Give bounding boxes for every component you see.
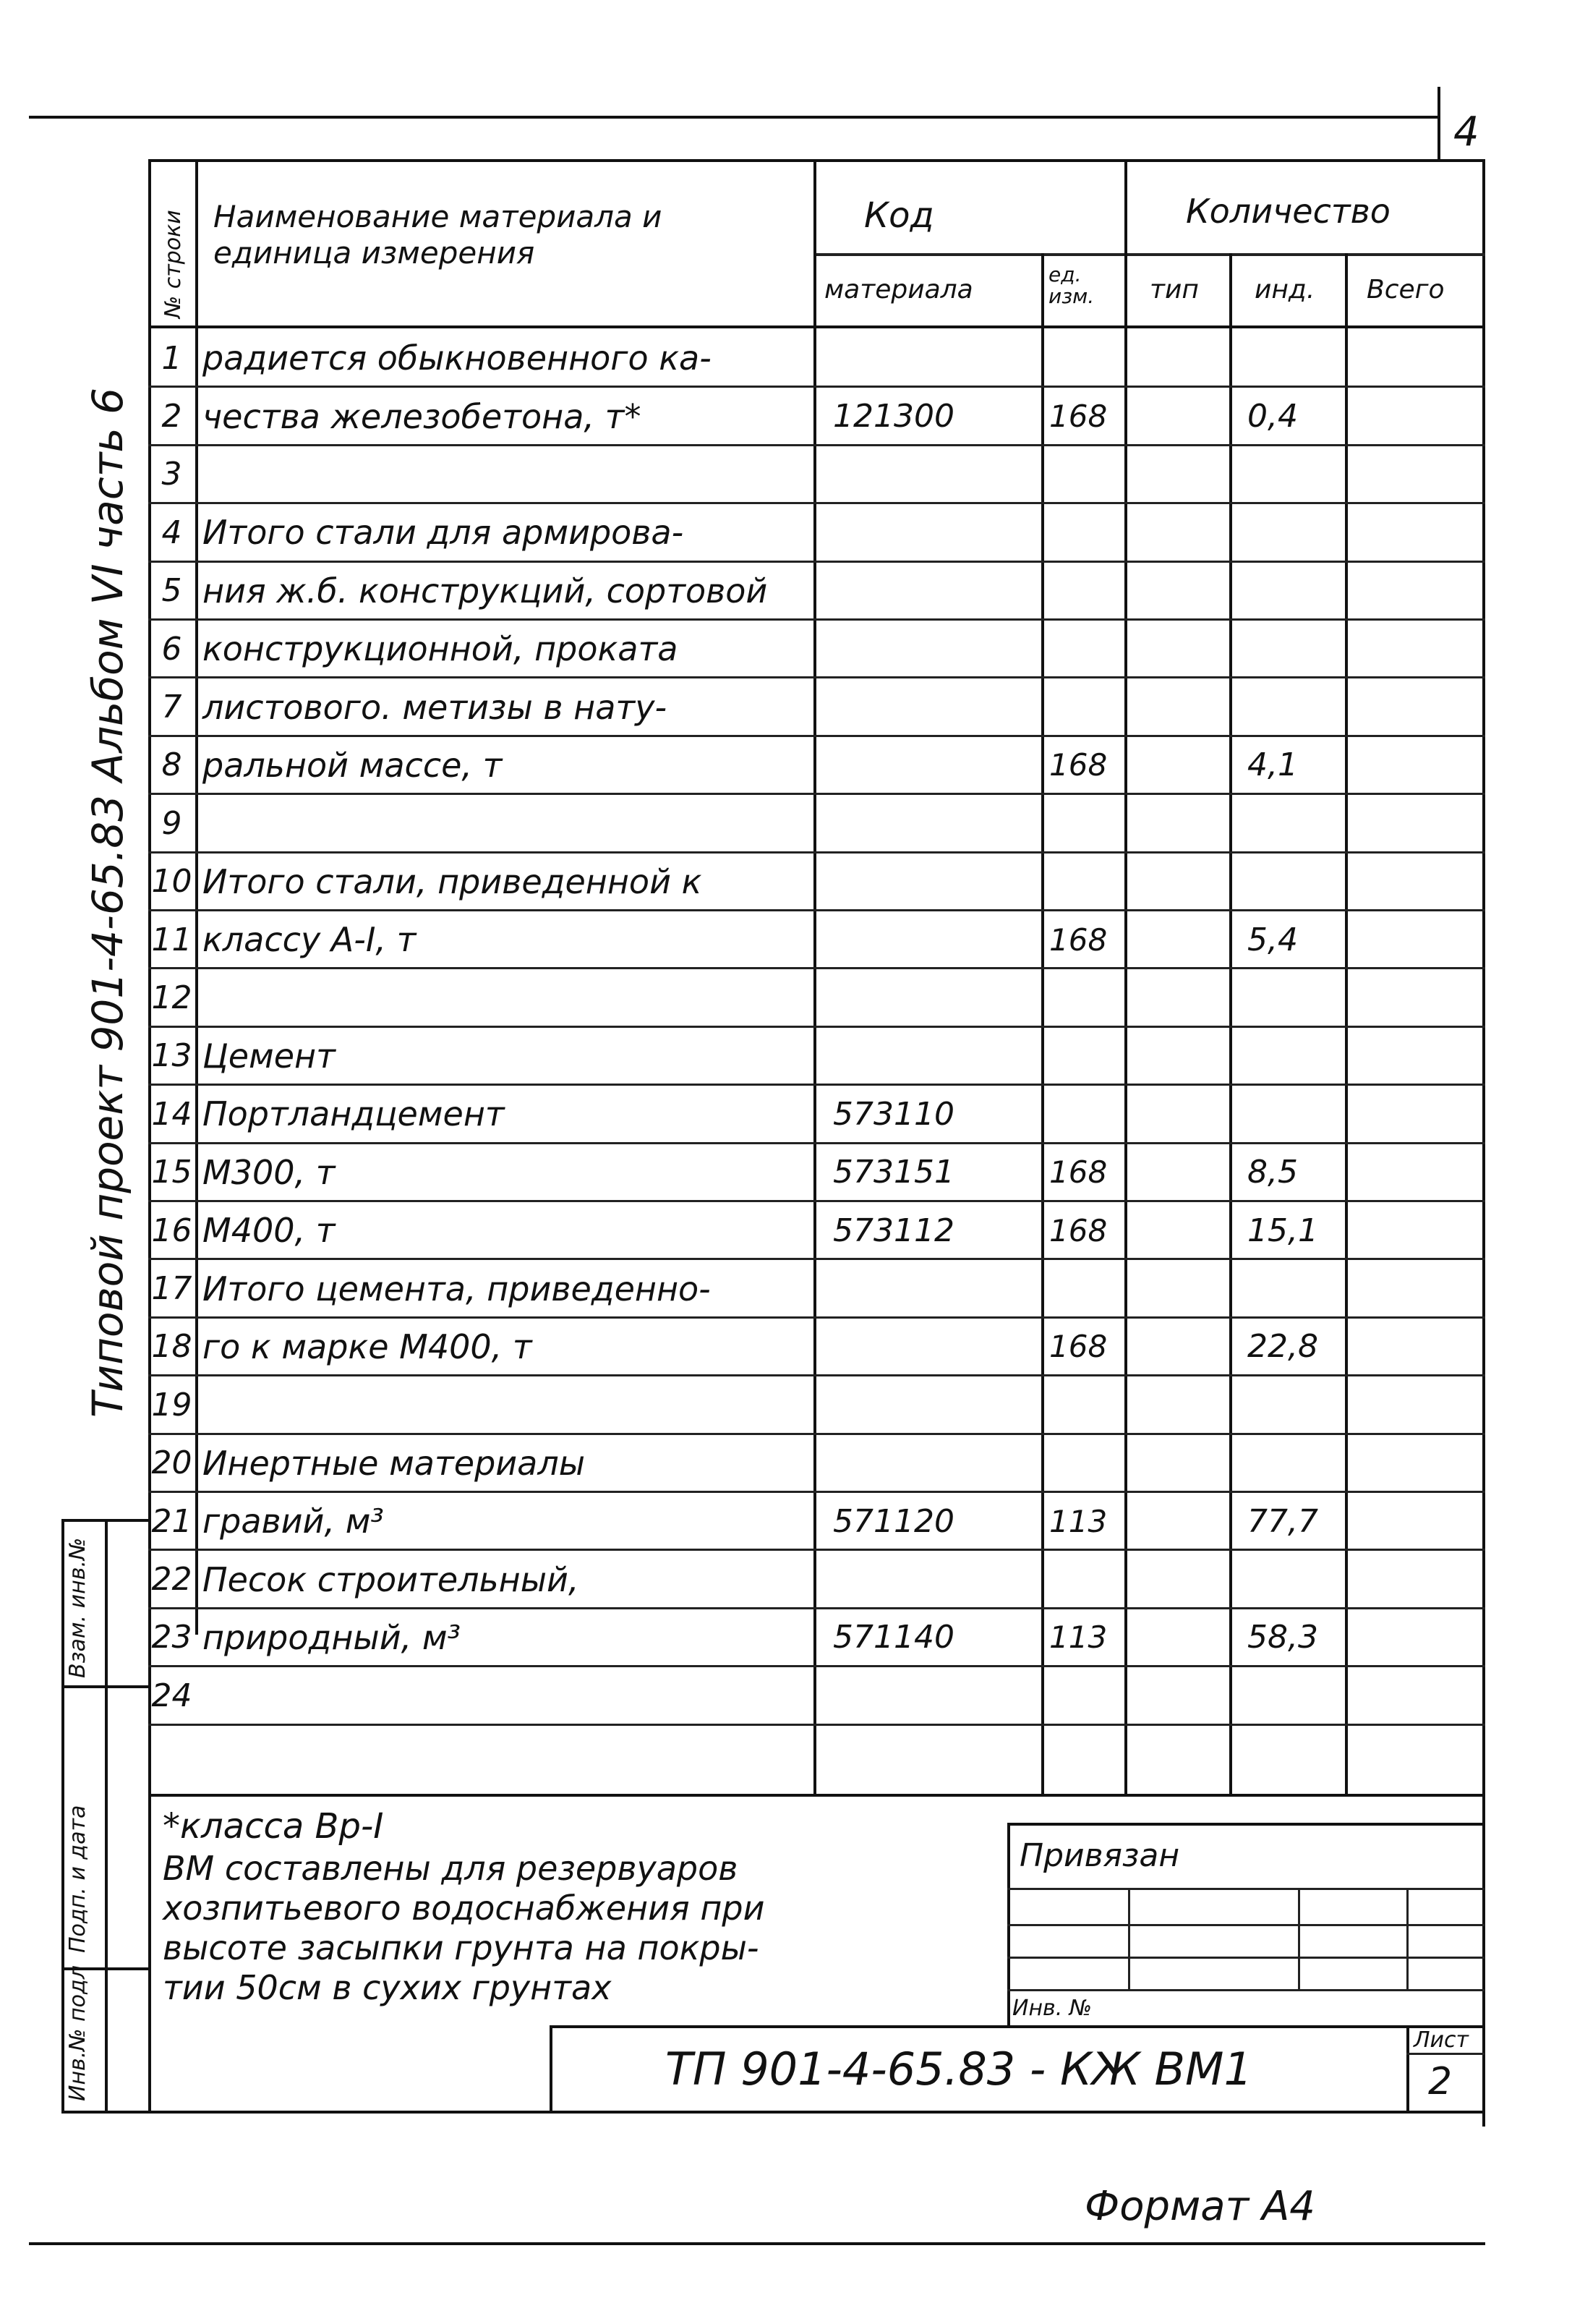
cell-type [1127,387,1244,445]
header-name-line1: Наименование материала и единица измерения [213,199,662,271]
cell-code [816,1027,1057,1085]
privyazan-row4 [1007,1989,1485,1991]
cell-type [1127,736,1244,794]
cell-code [816,1259,1057,1317]
cell-code [816,969,1057,1026]
cell-code: 573112 [833,1212,954,1249]
header-bottom [148,325,1485,328]
cell-total [1347,1259,1497,1317]
cell-unit [1043,1376,1129,1434]
side-block-left [61,1519,64,2112]
cell-ind [1231,1085,1359,1143]
privyazan-col2 [1298,1888,1300,1989]
cell-name: природный, м³ [202,1617,461,1657]
cell-code: 573110 [833,1095,954,1133]
header-mid [813,253,1485,256]
cell-unit [1043,1434,1129,1492]
cell-code [816,853,1057,911]
header-code-material: материала [824,275,973,305]
cell-unit [1043,678,1129,736]
cell-code [816,329,1057,387]
cell-n: 1 [161,339,182,377]
cell-name: Песок строительный, [202,1559,579,1599]
cell-type [1127,1201,1244,1259]
cell-name: классу А-I, т [202,920,417,960]
cell-name: конструкционной, проката [202,629,678,669]
cell-unit [1043,562,1129,620]
cell-type [1127,853,1244,911]
cell-unit [1043,1667,1129,1724]
header-q-total: Всего [1367,275,1445,305]
cell-unit: 113 [1049,1619,1108,1656]
cell-ind [1231,503,1359,561]
privyazan-col1 [1128,1888,1130,1989]
cell-type [1127,1550,1244,1608]
cell-n: 3 [161,456,182,493]
notes-top [148,1794,1485,1797]
cell-name: ния ж.б. конструкций, сортовой [202,571,768,610]
cell-code [816,911,1057,969]
privyazan-row1 [1007,1888,1485,1890]
side-block-div2 [61,1685,151,1688]
cell-type [1127,1609,1244,1667]
cell-ind: 77,7 [1247,1502,1318,1540]
cell-n: 19 [151,1386,192,1423]
cell-name: Итого стали, приведенной к [202,861,702,901]
cell-name: чества железобетона, т* [202,396,641,436]
cell-total [1347,1318,1497,1376]
note-line3: высоте засыпки грунта на покры- [163,1928,759,1967]
note-line4: тии 50см в сухих грунтах [163,1968,612,2007]
header-code: Код [864,195,934,236]
side-inv-label: Инв.№ подл [65,1965,90,2101]
cell-name: Инертные материалы [202,1443,586,1483]
cell-code [816,678,1057,736]
cell-type [1127,329,1244,387]
cell-type [1127,1667,1244,1724]
cell-name [197,1667,817,1724]
cell-code: 571120 [833,1502,954,1540]
cell-unit: 168 [1049,1154,1108,1191]
header-q-ind: инд. [1255,275,1315,305]
cell-type [1127,503,1244,561]
cell-n: 5 [161,572,182,610]
cell-ind [1231,678,1359,736]
cell-type [1127,1027,1244,1085]
cell-type [1127,1318,1244,1376]
cell-ind [1231,1667,1359,1724]
cell-n: 4 [161,514,182,551]
cell-total [1347,911,1497,969]
cell-ind [1231,1550,1359,1608]
cell-ind [1231,620,1359,678]
cell-code: 571140 [833,1619,954,1656]
cell-code [816,736,1057,794]
sheet-number-top: 4 [1453,108,1479,156]
cell-unit [1043,794,1129,852]
cell-unit: 168 [1049,399,1108,435]
cell-code [816,1550,1057,1608]
cell-code: 121300 [833,398,954,435]
cell-ind: 0,4 [1247,398,1298,435]
cell-name [197,1376,817,1434]
privyazan-row2 [1007,1924,1485,1926]
cell-unit [1043,1085,1129,1143]
list-number: 2 [1428,2059,1453,2103]
cell-total [1347,736,1497,794]
cell-unit [1043,1259,1129,1317]
cell-n: 13 [151,1037,192,1075]
cell-n: 12 [151,979,192,1017]
cell-type [1127,562,1244,620]
cell-type [1127,1085,1244,1143]
cell-n: 20 [151,1444,192,1482]
cell-unit [1043,503,1129,561]
cell-total [1347,1667,1497,1724]
cell-code [816,503,1057,561]
cell-total [1347,620,1497,678]
cell-n: 21 [151,1502,192,1540]
cell-name: ральной массе, т [202,745,503,785]
cell-total [1347,562,1497,620]
cell-ind: 8,5 [1247,1154,1298,1191]
privyazan-row3 [1007,1957,1485,1959]
cell-ind [1231,1027,1359,1085]
row-separator [148,1724,1485,1726]
bottom-frame-line [29,2242,1485,2245]
cell-ind [1231,794,1359,852]
cell-ind [1231,1259,1359,1317]
privyazan-top [1007,1823,1485,1826]
cell-unit: 168 [1049,921,1108,958]
cell-type [1127,911,1244,969]
cell-unit [1043,1027,1129,1085]
cell-n: 11 [151,921,192,958]
top-frame-line [29,116,1439,119]
cell-total [1347,1201,1497,1259]
header-q-type: тип [1150,275,1199,305]
note-footnote: *класса Вр-I [163,1806,384,1847]
cell-type [1127,1376,1244,1434]
cell-ind: 15,1 [1247,1212,1318,1249]
side-block-mid [105,1519,108,2112]
cell-ind: 22,8 [1247,1328,1318,1366]
cell-n: 15 [151,1154,192,1191]
cell-type [1127,446,1244,503]
cell-type [1127,1259,1244,1317]
cell-total [1347,1027,1497,1085]
side-block-bottom [61,2111,151,2114]
cell-code: 573151 [833,1154,954,1191]
cell-code [816,446,1057,503]
cell-unit: 113 [1049,1503,1108,1539]
cell-code [816,1376,1057,1434]
title-block-list-sep [1406,2025,1409,2112]
list-label: Лист [1414,2027,1469,2053]
cell-unit [1043,853,1129,911]
cell-total [1347,1550,1497,1608]
cell-name: радиется обыкновенного ка- [202,339,712,378]
cell-name: М400, т [202,1211,336,1251]
cell-total [1347,678,1497,736]
cell-unit [1043,969,1129,1026]
cell-type [1127,620,1244,678]
cell-name [197,446,817,503]
cell-n: 7 [161,689,182,726]
cell-n: 16 [151,1212,192,1249]
cell-n: 8 [161,746,182,784]
cell-total [1347,1434,1497,1492]
sheet-number-box-left [1438,87,1440,159]
cell-n: 2 [161,398,182,435]
cell-ind: 5,4 [1247,921,1298,958]
cell-type [1127,1434,1244,1492]
cell-ind [1231,446,1359,503]
cell-n: 14 [151,1095,192,1133]
cell-name [197,969,817,1026]
note-line2: хозпитьевого водоснабжения при [163,1889,765,1928]
cell-unit [1043,620,1129,678]
cell-n: 17 [151,1270,192,1308]
cell-name [197,794,817,852]
side-vzam-label: Взам. инв.№ [65,1537,90,1678]
cell-total [1347,1492,1497,1550]
cell-name: М300, т [202,1152,336,1192]
cell-type [1127,1144,1244,1201]
cell-unit: 168 [1049,1212,1108,1248]
side-block-top [61,1519,151,1522]
cell-n: 18 [151,1328,192,1366]
cell-name: Итого цемента, приведенно- [202,1269,711,1308]
cell-ind: 58,3 [1247,1619,1318,1656]
privyazan-col3 [1406,1888,1409,1989]
cell-code [816,620,1057,678]
cell-code [816,562,1057,620]
cell-n: 9 [161,804,182,842]
cell-name: Портландцемент [202,1094,505,1134]
cell-unit: 168 [1049,747,1108,783]
cell-name: гравий, м³ [202,1502,384,1541]
cell-code [816,794,1057,852]
cell-n: 22 [151,1561,192,1599]
title-block-left [550,2025,552,2112]
cell-name: листового. метизы в нату- [202,687,667,727]
cell-total [1347,969,1497,1026]
header-row-no: № строки [161,210,186,318]
cell-total [1347,446,1497,503]
cell-code [816,1667,1057,1724]
format-label: Формат А4 [1085,2182,1315,2230]
note-line1: ВМ составлены для резервуаров [163,1849,738,1888]
frame-bottom [148,2111,1485,2114]
side-podp-label: Подп. и дата [65,1805,90,1953]
cell-total [1347,387,1497,445]
cell-unit [1043,446,1129,503]
cell-total [1347,853,1497,911]
cell-n: 23 [151,1619,192,1656]
cell-n: 10 [151,863,192,901]
cell-code [816,1318,1057,1376]
cell-name: Цемент [202,1036,336,1076]
header-code-unit: ед. изм. [1048,263,1095,308]
cell-ind [1231,1434,1359,1492]
cell-type [1127,794,1244,852]
cell-type [1127,1492,1244,1550]
cell-total [1347,794,1497,852]
cell-total [1347,1144,1497,1201]
cell-code [816,1434,1057,1492]
cell-name: Итого стали для армирова- [202,513,684,553]
cell-ind [1231,329,1359,387]
header-quantity: Количество [1186,192,1391,231]
cell-total [1347,1609,1497,1667]
title-block-list-mid [1406,2053,1485,2055]
title-block-top [550,2025,1485,2028]
cell-total [1347,503,1497,561]
cell-n: 6 [161,630,182,668]
cell-ind [1231,562,1359,620]
cell-unit [1043,1550,1129,1608]
privyazan-label: Привязан [1020,1836,1180,1874]
cell-unit: 168 [1049,1329,1108,1365]
binder-text: Типовой проект 901-4-65.83 Альбом VI часть 6 [83,387,132,1418]
cell-total [1347,329,1497,387]
cell-ind [1231,969,1359,1026]
inv-no-label: Инв. № [1012,1995,1093,2021]
cell-total [1347,1376,1497,1434]
document-designation: ТП 901-4-65.83 - КЖ ВМ1 [665,2042,1252,2095]
cell-total [1347,1085,1497,1143]
cell-unit [1043,329,1129,387]
cell-type [1127,969,1244,1026]
cell-ind [1231,1376,1359,1434]
cell-n: 24 [151,1677,192,1714]
cell-ind [1231,853,1359,911]
frame-top [148,159,1485,162]
cell-name: го к марке М400, т [202,1327,532,1366]
cell-type [1127,678,1244,736]
cell-ind: 4,1 [1247,746,1298,784]
